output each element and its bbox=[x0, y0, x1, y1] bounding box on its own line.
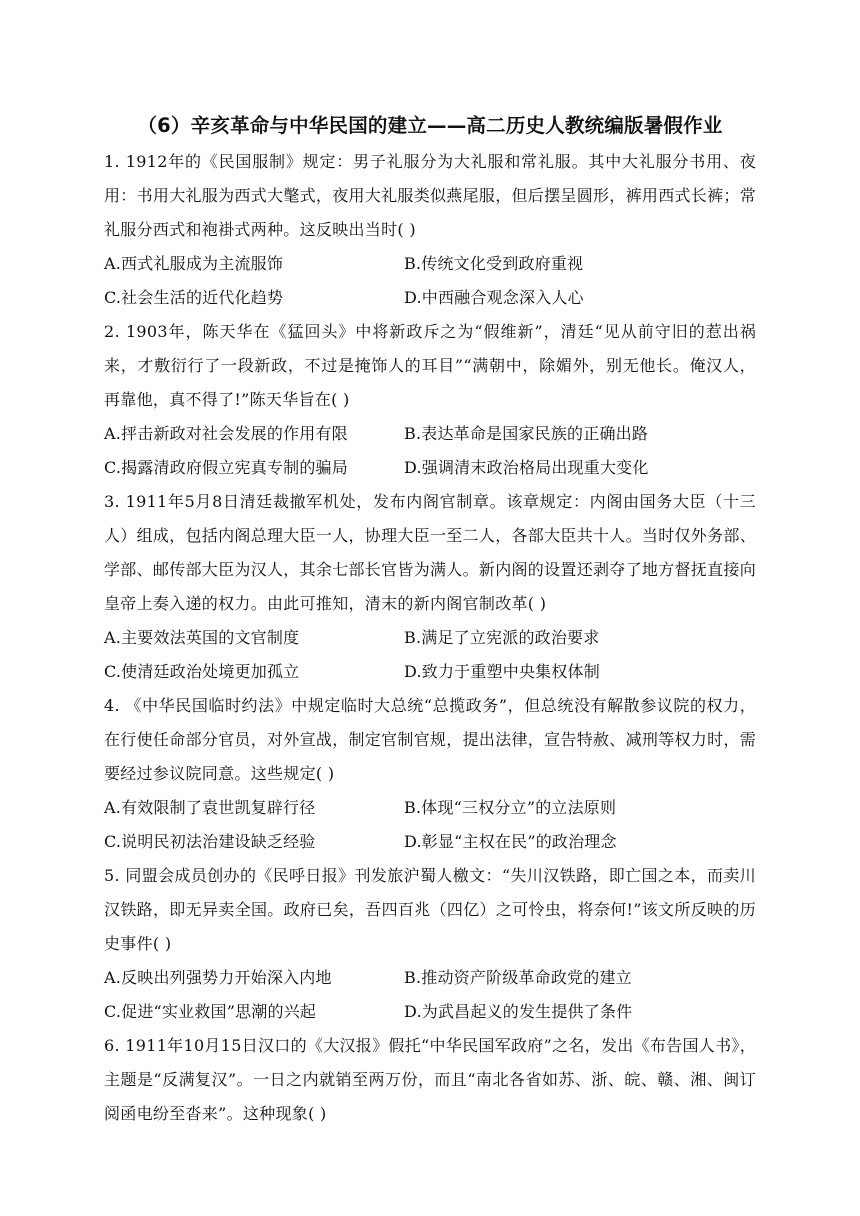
question-1 bbox=[104, 145, 756, 315]
option-d: D.为武昌起义的发生提供了条件 bbox=[404, 1002, 633, 1021]
option-c: C.使清廷政治处境更加孤立 bbox=[104, 662, 300, 681]
option-b: B.推动资产阶级革命政党的建立 bbox=[404, 968, 632, 987]
option-a: A.反映出列强势力开始深入内地 bbox=[104, 968, 332, 987]
option-c: C.社会生活的近代化趋势 bbox=[104, 288, 284, 307]
option-list bbox=[104, 247, 756, 315]
question-stem: 3. 1911年5月8日清廷裁撤军机处，发布内阁官制章。该章规定：内阁由国务大臣（十三人）组成，包括内阁总理大臣一人，协理大臣一至二人，各部大臣共十人。当时仅外务部、学部、邮传部大臣为汉人，其余七部长官皆为满人。新内阁的设置还剥夺了地方督抚直接向皇帝上奏入递的权力。由此可推知，清末的新内阁官制改革( ) bbox=[104, 492, 757, 613]
option-d: D.强调清末政治格局出现重大变化 bbox=[404, 458, 649, 477]
option-c: C.揭露清政府假立宪真专制的骗局 bbox=[104, 458, 348, 477]
option-a: A.西式礼服成为主流服饰 bbox=[104, 254, 284, 273]
option-c: C.促进“实业救国”思潮的兴起 bbox=[104, 1002, 317, 1021]
question-stem: 1. 1912年的《民国服制》规定：男子礼服分为大礼服和常礼服。其中大礼服分书用、夜用：书用大礼服为西式大氅式，夜用大礼服类似燕尾服，但后摆呈圆形，裤用西式长裤；常礼服分西式和袍褂式两种。这反映出当时( ) bbox=[104, 152, 757, 239]
option-d: D.彰显“主权在民”的政治理念 bbox=[404, 832, 617, 851]
option-a: A.抨击新政对社会发展的作用有限 bbox=[104, 424, 348, 443]
option-b: B.满足了立宪派的政治要求 bbox=[404, 628, 600, 647]
option-d: D.致力于重塑中央集权体制 bbox=[404, 662, 600, 681]
option-d: D.中西融合观念深入人心 bbox=[404, 288, 584, 307]
option-a: A.主要效法英国的文官制度 bbox=[104, 628, 300, 647]
option-b: B.传统文化受到政府重视 bbox=[404, 254, 584, 273]
option-c: C.说明民初法治建设缺乏经验 bbox=[104, 832, 316, 851]
question-list bbox=[104, 145, 756, 1131]
option-a: A.有效限制了袁世凯复辟行径 bbox=[104, 798, 316, 817]
question-3 bbox=[104, 485, 756, 689]
question-5 bbox=[104, 859, 756, 1029]
option-list bbox=[104, 621, 756, 689]
document-title: （6）辛亥革命与中华民国的建立——高二历史人教统编版暑假作业 bbox=[137, 114, 723, 137]
question-stem: 6. 1911年10月15日汉口的《大汉报》假托“中华民国军政府”之名，发出《布告国人书》，主题是“反满复汉”。一日之内就销至两万份，而且“南北各省如苏、浙、皖、赣、湘、闽订阅函电纷至沓来”。这种现象( ) bbox=[104, 1036, 756, 1123]
option-b: B.体现“三权分立”的立法原则 bbox=[404, 798, 617, 817]
question-2 bbox=[104, 315, 756, 485]
option-list bbox=[104, 417, 756, 485]
question-stem: 2. 1903年，陈天华在《猛回头》中将新政斥之为“假维新”，清廷“见从前守旧的惹出祸来，才敷衍行了一段新政，不过是掩饰人的耳目”“满朝中，除媚外，别无他长。俺汉人，再靠他，真不得了!”陈天华旨在( ) bbox=[104, 322, 756, 409]
option-b: B.表达革命是国家民族的正确出路 bbox=[404, 424, 649, 443]
option-list bbox=[104, 961, 756, 1029]
option-list bbox=[104, 791, 756, 859]
question-stem: 5. 同盟会成员创办的《民呼日报》刊发旅沪蜀人檄文：“失川汉铁路，即亡国之本，而卖川汉铁路，即无异卖全国。政府已矣，吾四百兆（四亿）之可怜虫，将奈何!”该文所反映的历史事件( ) bbox=[104, 866, 756, 953]
question-6 bbox=[104, 1029, 756, 1131]
question-stem: 4. 《中华民国临时约法》中规定临时大总统“总揽政务”，但总统没有解散参议院的权力，在行使任命部分官员，对外宣战，制定官制官规，提出法律，宣告特赦、减刑等权力时，需要经过参议院同意。这些规定( ) bbox=[104, 696, 757, 783]
question-4 bbox=[104, 689, 756, 859]
